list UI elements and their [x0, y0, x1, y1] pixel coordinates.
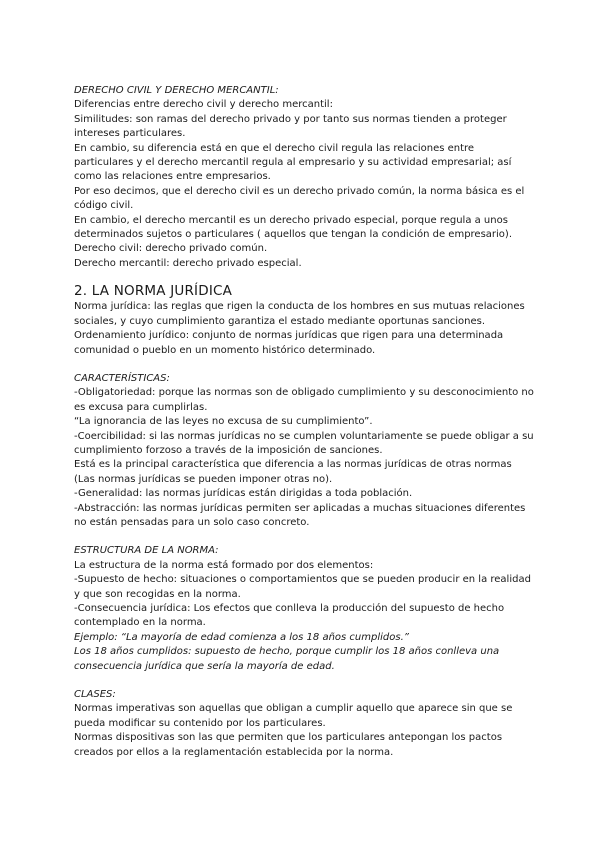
example-paragraph: Los 18 años cumplidos: supuesto de hecho, porque cumplir los 18 años conlleva una consecuencia jurídica que sería la mayoría de edad.: [74, 646, 500, 672]
section-title-clases: CLASES:: [74, 689, 116, 701]
paragraph: Normas dispositivas son las que permiten que los particulares antepongan los pactos creados por ellos a la reglamentación establecida por la norma.: [74, 732, 503, 758]
paragraph: -Consecuencia jurídica: Los efectos que conlleva la producción del supuesto de hecho contemplado en la norma.: [74, 603, 505, 629]
paragraph: La estructura de la norma está formado por dos elementos:: [74, 559, 374, 571]
spacer: [74, 271, 534, 282]
paragraph: Derecho civil: derecho privado común.: [74, 243, 268, 255]
quote: “La ignorancia de las leyes no excusa de su cumplimiento”.: [74, 416, 373, 428]
spacer: [74, 674, 534, 688]
paragraph: -Generalidad: las normas jurídicas están dirigidas a toda población.: [74, 488, 413, 500]
paragraph: -Obligatoriedad: porque las normas son de obligado cumplimiento y su desconocimiento no es excusa para cumplirlas.: [74, 387, 534, 413]
paragraph: Similitudes: son ramas del derecho privado y por tanto sus normas tienden a proteger intereses particulares.: [74, 113, 507, 140]
paragraph: En cambio, su diferencia está en que el derecho civil regula las relaciones entre particulares y el derecho mercantil regula al empresario y su actividad empresarial; así como las relaciones entre empresarios.: [74, 142, 512, 183]
paragraph: Diferencias entre derecho civil y derecho mercantil:: [74, 99, 333, 111]
paragraph: Derecho mercantil: derecho privado especial.: [74, 257, 302, 269]
paragraph: Por eso decimos, que el derecho civil es un derecho privado común, la norma básica es el código civil.: [74, 185, 525, 212]
section-title-derecho-civil-mercantil: DERECHO CIVIL Y DERECHO MERCANTIL:: [74, 85, 279, 96]
paragraph: Norma jurídica: las reglas que rigen la conducta de los hombres en sus mutuas relaciones sociales, y cuyo cumplimiento garantiza el estado mediante oportunas sanciones.: [74, 301, 525, 327]
spacer: [74, 530, 534, 544]
paragraph: Ordenamiento jurídico: conjunto de normas jurídicas que rigen para una determinada comunidad o pueblo en un momento histórico determinado.: [74, 330, 504, 356]
document-page: [74, 84, 534, 760]
section-title-caracteristicas: CARACTERÍSTICAS:: [74, 372, 170, 384]
example-paragraph: Ejemplo: “La mayoría de edad comienza a los 18 años cumplidos.”: [74, 631, 409, 643]
section-heading-norma-juridica: 2. LA NORMA JURÍDICA: [74, 283, 233, 300]
section-title-estructura: ESTRUCTURA DE LA NORMA:: [74, 545, 219, 557]
paragraph: Normas imperativas son aquellas que obligan a cumplir aquello que aparece sin que se pueda modificar su contenido por los particulares.: [74, 703, 513, 729]
paragraph: -Coercibilidad: si las normas jurídicas no se cumplen voluntariamente se puede obligar a su cumplimiento forzoso a través de la imposición de sanciones.: [74, 430, 534, 456]
paragraph: -Abstracción: las normas jurídicas permiten ser aplicadas a muchas situaciones diferentes no están pensadas para un solo caso concreto.: [74, 502, 526, 528]
paragraph: Está es la principal característica que diferencia a las normas jurídicas de otras normas (Las normas jurídicas se pueden imponer otras no).: [74, 459, 512, 485]
spacer: [74, 358, 534, 372]
paragraph: En cambio, el derecho mercantil es un derecho privado especial, porque regula a unos determinados sujetos o particulares ( aquellos que tengan la condición de empresario).: [74, 214, 513, 241]
paragraph: -Supuesto de hecho: situaciones o comportamientos que se pueden producir en la realidad y que son recogidas en la norma.: [74, 574, 531, 600]
